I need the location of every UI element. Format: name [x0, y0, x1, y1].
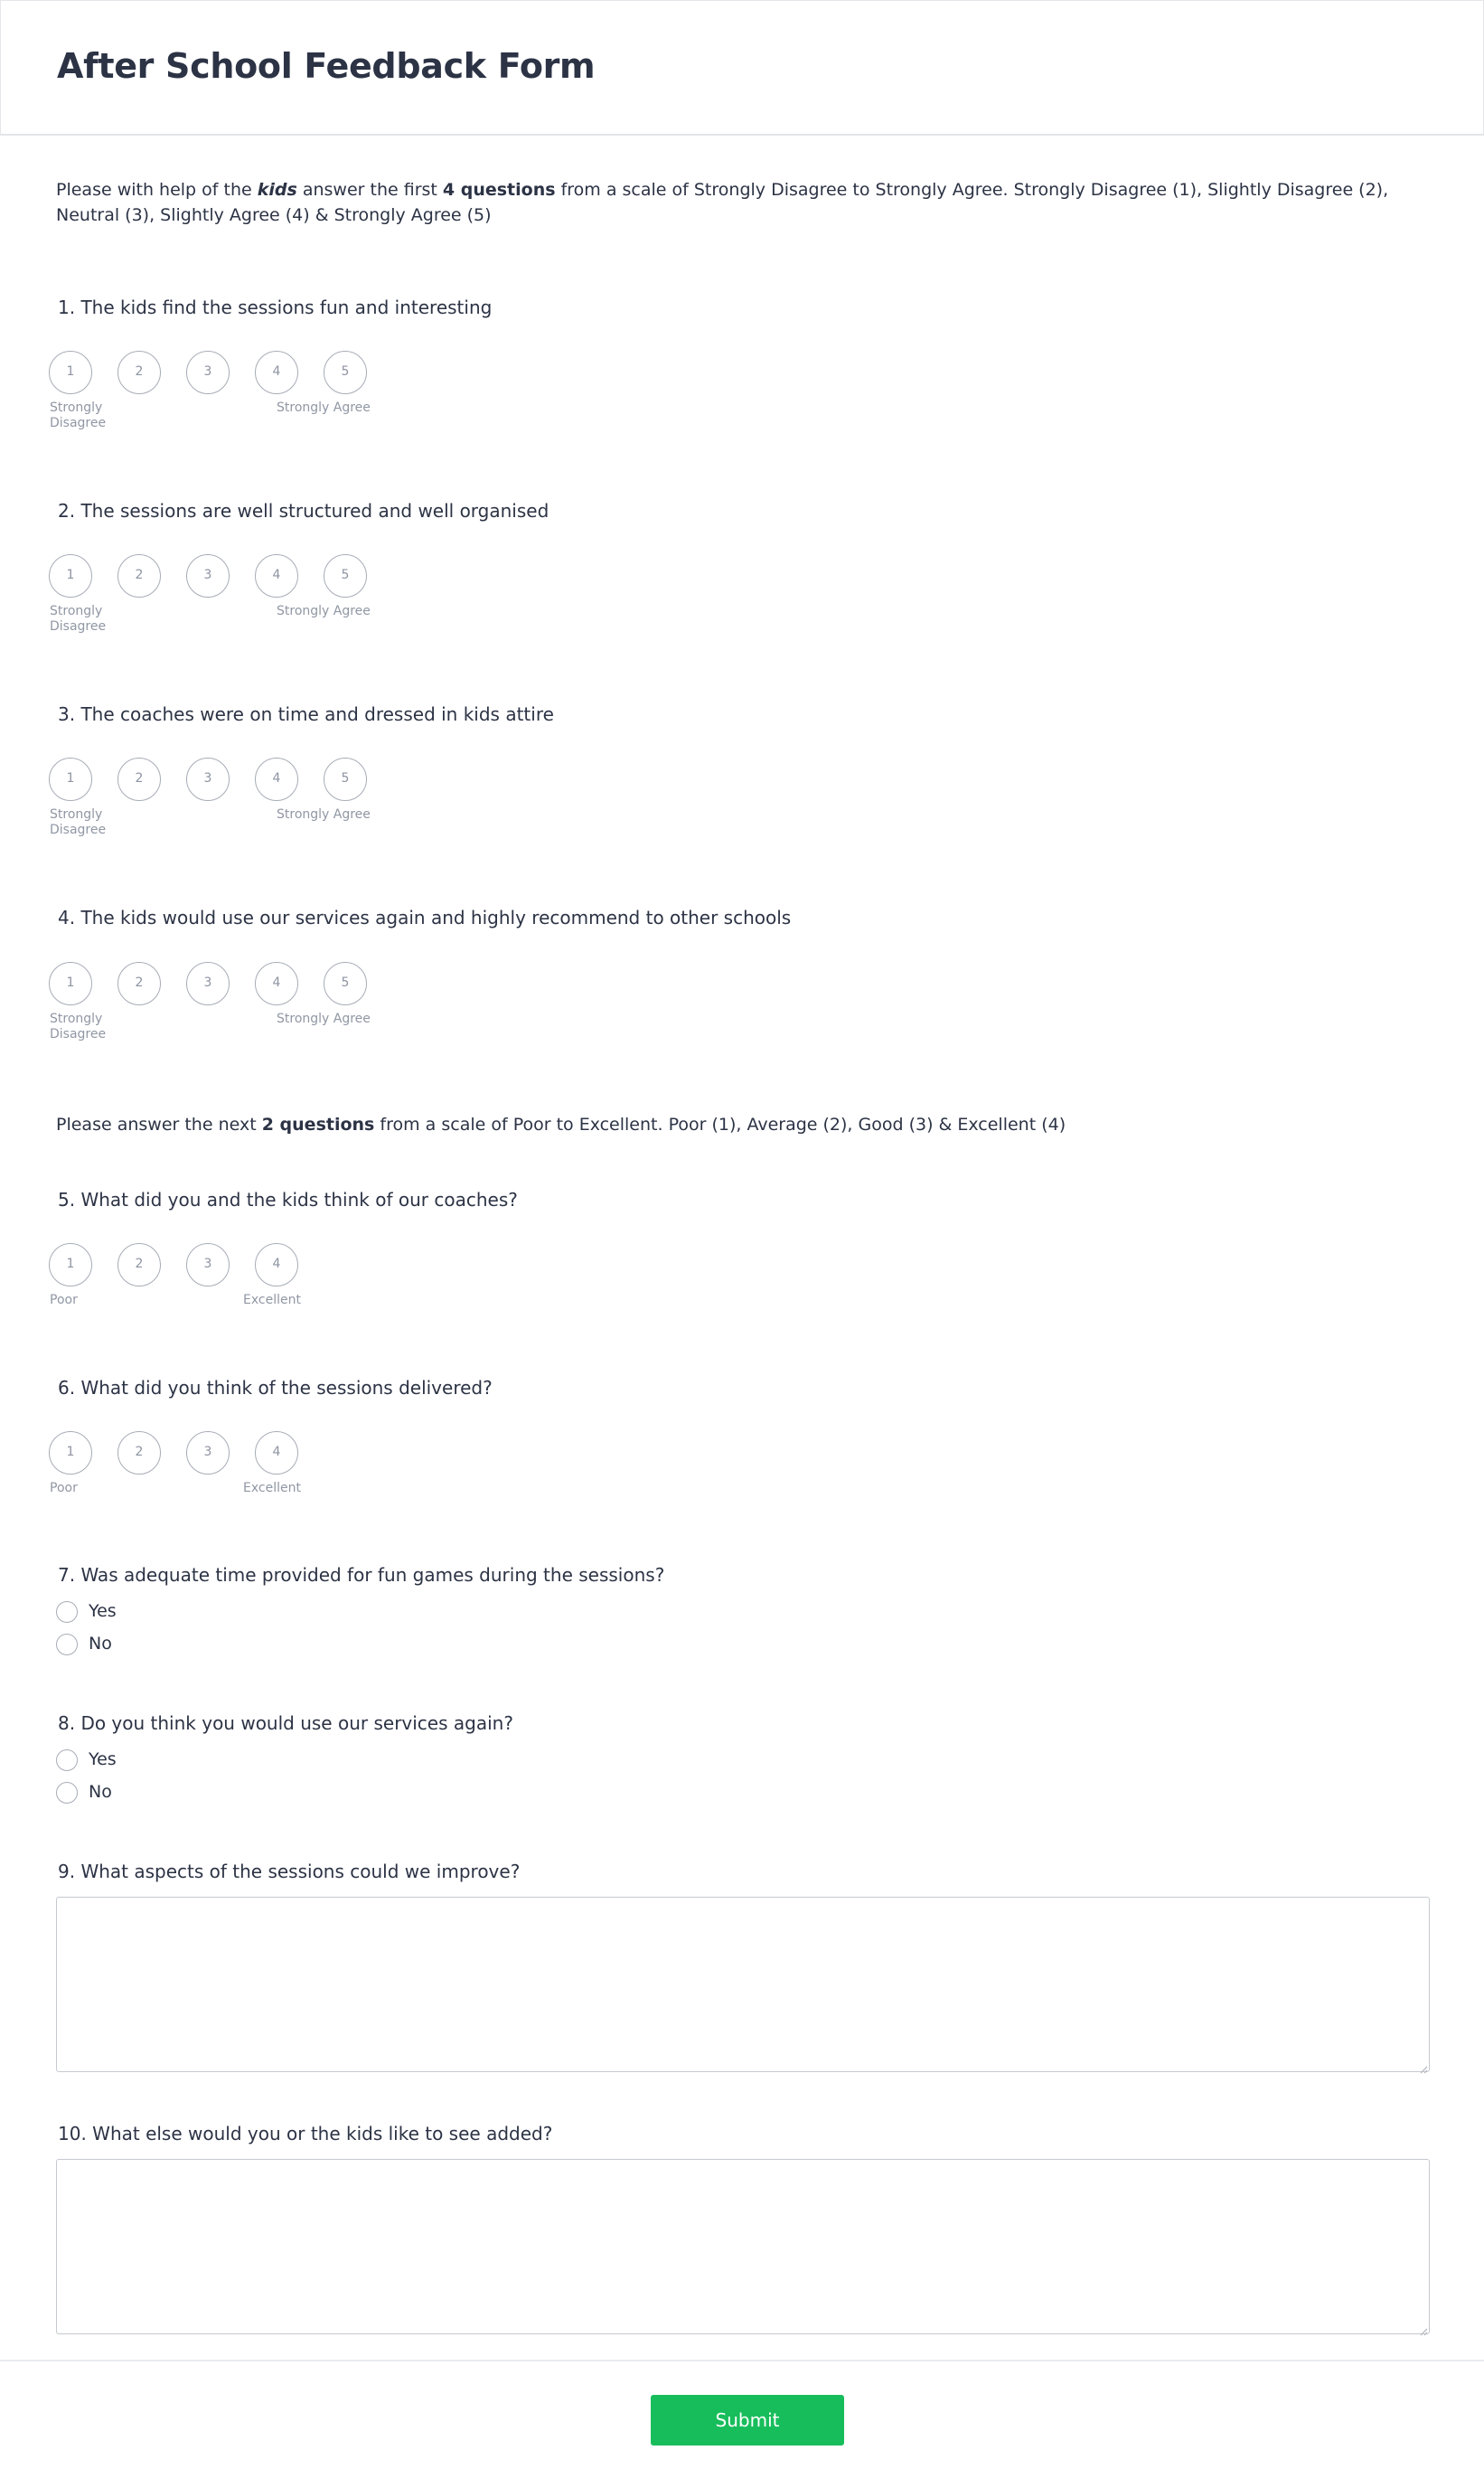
q2-option-3[interactable]: 3 — [186, 554, 230, 598]
q1-option-4[interactable]: 4 — [255, 351, 298, 394]
q10-textarea[interactable] — [56, 2159, 1430, 2334]
radio-button-icon[interactable] — [56, 1634, 78, 1655]
question-3-label: 3. The coaches were on time and dressed in kids attire — [58, 703, 554, 725]
q7-choice-yes-label: Yes — [89, 1601, 117, 1621]
q1-option-3[interactable]: 3 — [186, 351, 230, 394]
q1-option-1[interactable]: 1 — [49, 351, 92, 394]
q3-option-2[interactable]: 2 — [117, 758, 161, 801]
q4-option-5[interactable]: 5 — [324, 962, 367, 1005]
q7-choice-no-label: No — [89, 1634, 112, 1654]
question-7-label: 7. Was adequate time provided for fun games during the sessions? — [58, 1564, 665, 1586]
resize-grip-icon[interactable] — [1419, 2060, 1428, 2069]
q1-option-2[interactable]: 2 — [117, 351, 161, 394]
q1-low-caption: Strongly Disagree — [50, 401, 107, 430]
question-5-label: 5. What did you and the kids think of our coaches? — [58, 1189, 518, 1211]
question-9-label: 9. What aspects of the sessions could we improve? — [58, 1861, 521, 1882]
q5-option-3[interactable]: 3 — [186, 1243, 230, 1286]
q5-high-caption: Excellent — [243, 1293, 301, 1307]
q3-option-3[interactable]: 3 — [186, 758, 230, 801]
q5-option-2[interactable]: 2 — [117, 1243, 161, 1286]
q8-choice-no-label: No — [89, 1782, 112, 1802]
q6-option-3[interactable]: 3 — [186, 1431, 230, 1475]
q4-high-caption: Strongly Agree — [277, 1012, 371, 1026]
q2-low-caption: Strongly Disagree — [50, 604, 107, 634]
q1-option-5[interactable]: 5 — [324, 351, 367, 394]
question-2-label: 2. The sessions are well structured and well organised — [58, 500, 549, 522]
q4-option-1[interactable]: 1 — [49, 962, 92, 1005]
question-1-label: 1. The kids find the sessions fun and interesting — [58, 297, 493, 318]
question-6-label: 6. What did you think of the sessions delivered? — [58, 1377, 493, 1399]
q3-option-1[interactable]: 1 — [49, 758, 92, 801]
q2-option-2[interactable]: 2 — [117, 554, 161, 598]
q1-high-caption: Strongly Agree — [277, 401, 371, 415]
radio-button-icon[interactable] — [56, 1782, 78, 1804]
q4-option-2[interactable]: 2 — [117, 962, 161, 1005]
q3-high-caption: Strongly Agree — [277, 807, 371, 822]
q5-option-4[interactable]: 4 — [255, 1243, 298, 1286]
q6-option-1[interactable]: 1 — [49, 1431, 92, 1475]
q6-option-2[interactable]: 2 — [117, 1431, 161, 1475]
radio-button-icon[interactable] — [56, 1601, 78, 1623]
q3-option-5[interactable]: 5 — [324, 758, 367, 801]
q5-low-caption: Poor — [50, 1293, 78, 1307]
instructions-paragraph-2: Please answer the next 2 questions from a scale of Poor to Excellent. Poor (1), Average (2), Good (3) & Excellent (4) — [56, 1115, 1066, 1135]
q4-option-4[interactable]: 4 — [255, 962, 298, 1005]
q8-choice-yes-label: Yes — [89, 1749, 117, 1769]
question-10-label: 10. What else would you or the kids like to see added? — [58, 2123, 553, 2144]
question-4-label: 4. The kids would use our services again and highly recommend to other schools — [58, 907, 792, 928]
form-header — [0, 0, 1484, 136]
question-8-label: 8. Do you think you would use our services again? — [58, 1712, 513, 1734]
q4-low-caption: Strongly Disagree — [50, 1012, 107, 1041]
submit-button[interactable]: Submit — [651, 2395, 844, 2446]
radio-button-icon[interactable] — [56, 1749, 78, 1771]
q3-low-caption: Strongly Disagree — [50, 807, 107, 837]
resize-grip-icon[interactable] — [1419, 2323, 1428, 2332]
q6-high-caption: Excellent — [243, 1481, 301, 1495]
q9-textarea[interactable] — [56, 1897, 1430, 2072]
q2-option-5[interactable]: 5 — [324, 554, 367, 598]
form-footer — [0, 2360, 1484, 2488]
q2-option-4[interactable]: 4 — [255, 554, 298, 598]
q6-option-4[interactable]: 4 — [255, 1431, 298, 1475]
q2-option-1[interactable]: 1 — [49, 554, 92, 598]
q3-option-4[interactable]: 4 — [255, 758, 298, 801]
q4-option-3[interactable]: 3 — [186, 962, 230, 1005]
form-title: After School Feedback Form — [57, 46, 596, 86]
q5-option-1[interactable]: 1 — [49, 1243, 92, 1286]
instructions-paragraph: Please with help of the kids answer the first 4 questions from a scale of Strongly Disagree to Strongly Agree. Strongly Disagree (1), Slightly Disagree (2), Neutral (3), Slightly Agree (4) & Strongly Agree (5) — [56, 180, 1389, 225]
q6-low-caption: Poor — [50, 1481, 78, 1495]
q2-high-caption: Strongly Agree — [277, 604, 371, 618]
